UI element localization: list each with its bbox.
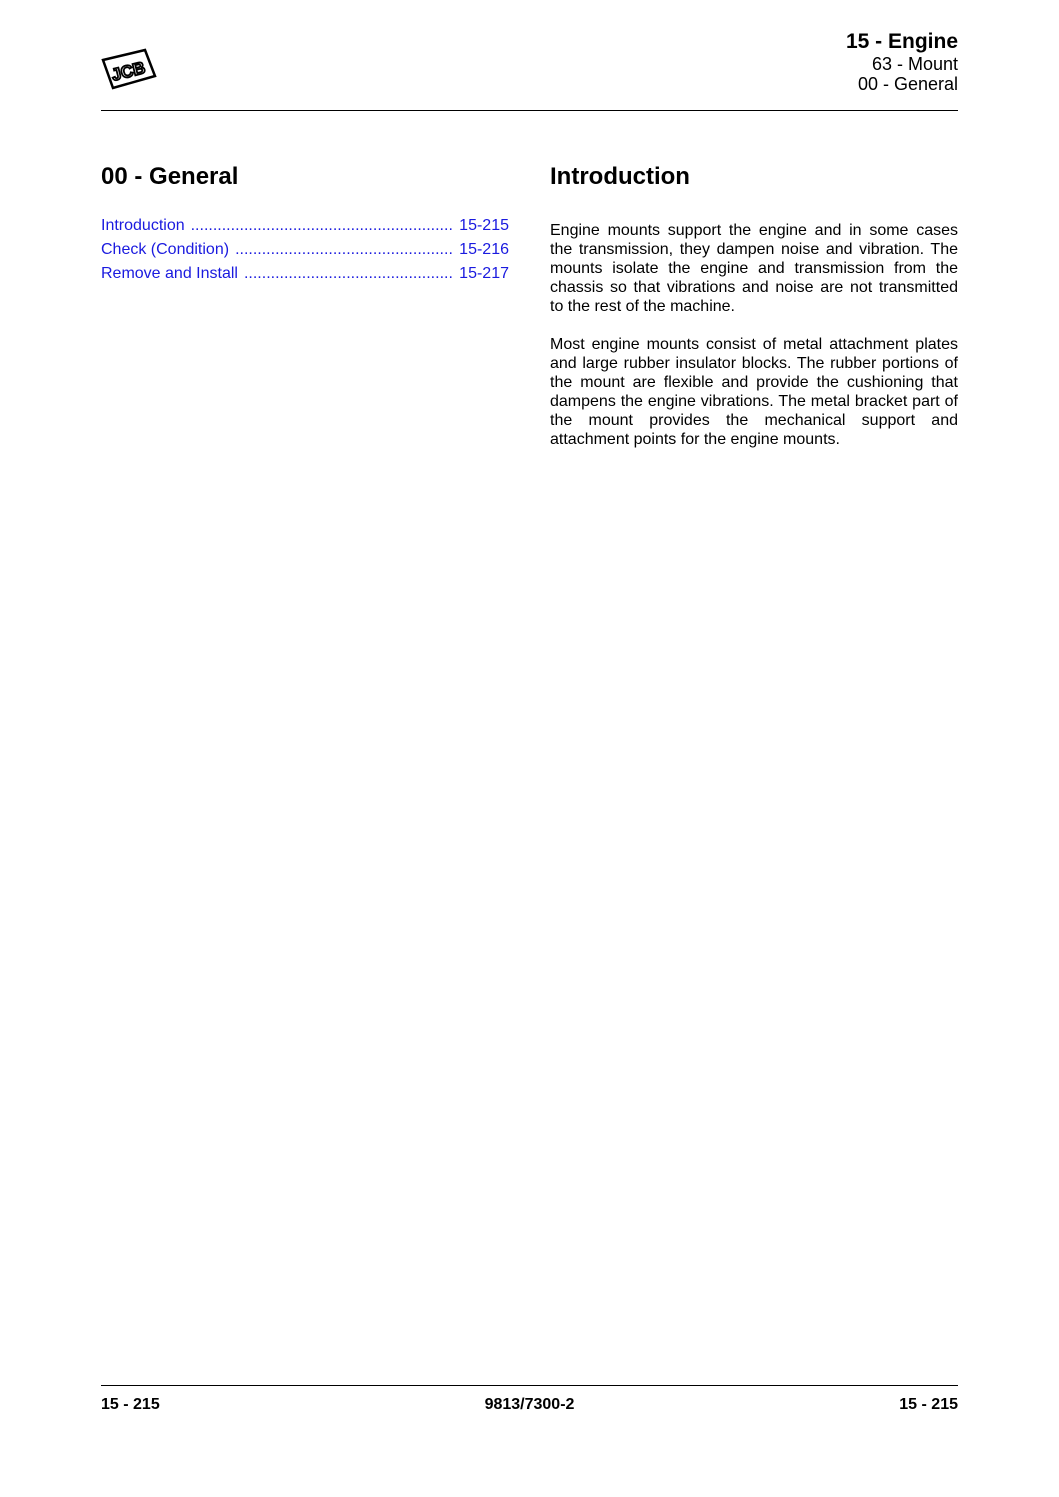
intro-column bbox=[550, 162, 958, 468]
toc-list bbox=[101, 214, 509, 286]
toc-entry-page: 15-216 bbox=[459, 241, 509, 258]
toc-column bbox=[101, 162, 509, 286]
jcb-logo bbox=[101, 46, 157, 92]
footer-page-left: 15 - 215 bbox=[101, 1396, 160, 1413]
footer-page-right: 15 - 215 bbox=[899, 1396, 958, 1413]
intro-paragraph: Engine mounts support the engine and in some cases the transmission, they dampen noise and vibration. The mounts isolate the engine and transmission from the chassis so that vibrations and noise are not transmitted to the rest of the machine. bbox=[550, 222, 958, 315]
intro-paragraph: Most engine mounts consist of metal attachment plates and large rubber insulator blocks. The rubber portions of the mount are flexible and provide the cushioning that dampens the engine vibrations. The metal bracket part of the mount provides the mechanical support and attachment points for the engine mounts. bbox=[550, 336, 958, 448]
toc-entry-page: 15-217 bbox=[459, 265, 509, 282]
toc-leader bbox=[235, 238, 453, 262]
intro-body bbox=[550, 221, 958, 449]
footer-divider bbox=[101, 1385, 958, 1386]
toc-link-check-condition[interactable] bbox=[101, 238, 509, 262]
toc-leader bbox=[191, 214, 454, 238]
toc-entry-label: Introduction bbox=[101, 217, 185, 234]
section-title: 15 - Engine bbox=[845, 30, 958, 53]
header-divider bbox=[101, 110, 958, 111]
toc-entry-label: Check (Condition) bbox=[101, 241, 230, 258]
intro-heading: Introduction bbox=[550, 163, 690, 190]
toc-link-remove-and-install[interactable] bbox=[101, 262, 509, 286]
page-header bbox=[846, 30, 958, 94]
svg-text:JCB: JCB bbox=[109, 58, 148, 85]
footer-doc-number: 9813/7300-2 bbox=[484, 1396, 575, 1413]
toc-link-introduction[interactable] bbox=[101, 214, 509, 238]
toc-entry-page: 15-215 bbox=[459, 217, 509, 234]
toc-leader bbox=[244, 262, 453, 286]
toc-heading: 00 - General bbox=[101, 163, 239, 190]
topic-title: 00 - General bbox=[857, 74, 958, 94]
subsection-title: 63 - Mount bbox=[871, 54, 958, 74]
toc-entry-label: Remove and Install bbox=[101, 265, 238, 282]
